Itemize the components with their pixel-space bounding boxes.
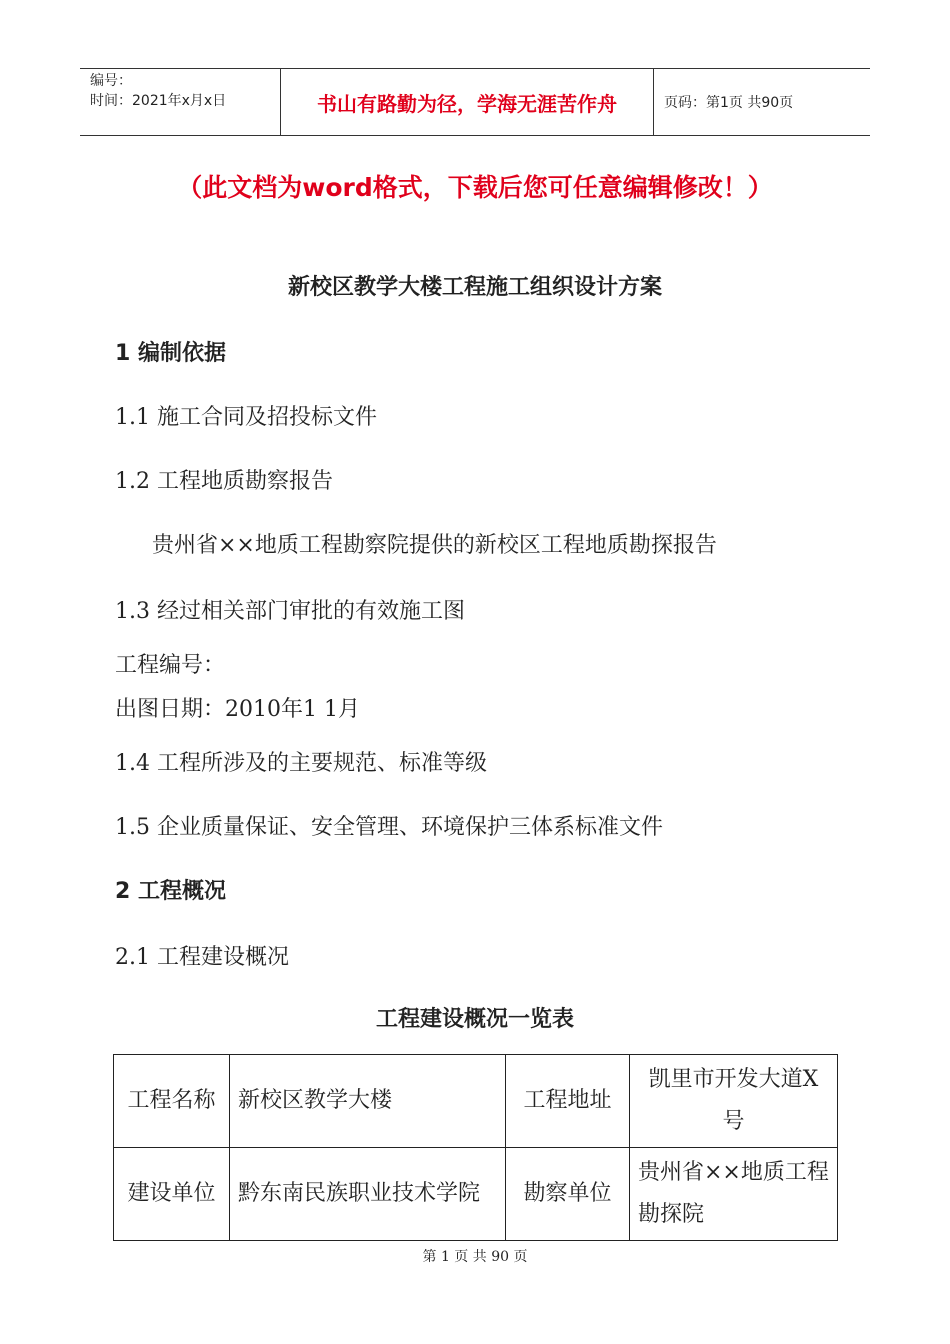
section-1-4: 1.4 工程所涉及的主要规范、标准等级 [115, 751, 487, 776]
section-1-heading: 1 编制依据 [115, 341, 226, 366]
table-cell: 工程名称 [114, 1055, 230, 1148]
table-row [114, 1148, 838, 1241]
section-1-2-detail: 贵州省××地质工程勘察院提供的新校区工程地质勘探报告 [152, 533, 717, 558]
header-number: 编号： [90, 73, 132, 89]
table-cell: 贵州省××地质工程勘探院 [630, 1148, 838, 1241]
header-meta [80, 69, 281, 135]
document-title: 新校区教学大楼工程施工组织设计方案 [287, 275, 662, 300]
section-1-2: 1.2 工程地质勘察报告 [115, 469, 333, 494]
table-row [114, 1055, 838, 1148]
header-time: 时间：2021年x月x日 [90, 93, 227, 109]
page-header [80, 68, 870, 136]
table-cell: 凯里市开发大道X号 [630, 1055, 838, 1148]
section-2-heading: 2 工程概况 [115, 879, 226, 904]
header-page-info: 页码：第1页 共90页 [664, 95, 794, 111]
project-number: 工程编号： [115, 653, 226, 678]
header-motto: 书山有路勤为径，学海无涯苦作舟 [281, 69, 654, 135]
table-cell: 黔东南民族职业技术学院 [230, 1148, 506, 1241]
section-1-1: 1.1 施工合同及招投标文件 [115, 405, 377, 430]
section-1-3: 1.3 经过相关部门审批的有效施工图 [115, 599, 465, 624]
project-overview-table [113, 1054, 838, 1241]
drawing-date: 出图日期：2010年1 1月 [115, 697, 360, 722]
section-2-1: 2.1 工程建设概况 [115, 945, 289, 970]
section-1-5: 1.5 企业质量保证、安全管理、环境保护三体系标准文件 [115, 815, 663, 840]
format-notice: （此文档为word格式，下载后您可任意编辑修改！） [177, 173, 773, 202]
table-cell: 新校区教学大楼 [230, 1055, 506, 1148]
table-cell: 工程地址 [506, 1055, 630, 1148]
table-cell: 勘察单位 [506, 1148, 630, 1241]
table-cell: 建设单位 [114, 1148, 230, 1241]
page-footer: 第 1 页 共 90 页 [422, 1249, 528, 1265]
table-title: 工程建设概况一览表 [375, 1007, 574, 1032]
